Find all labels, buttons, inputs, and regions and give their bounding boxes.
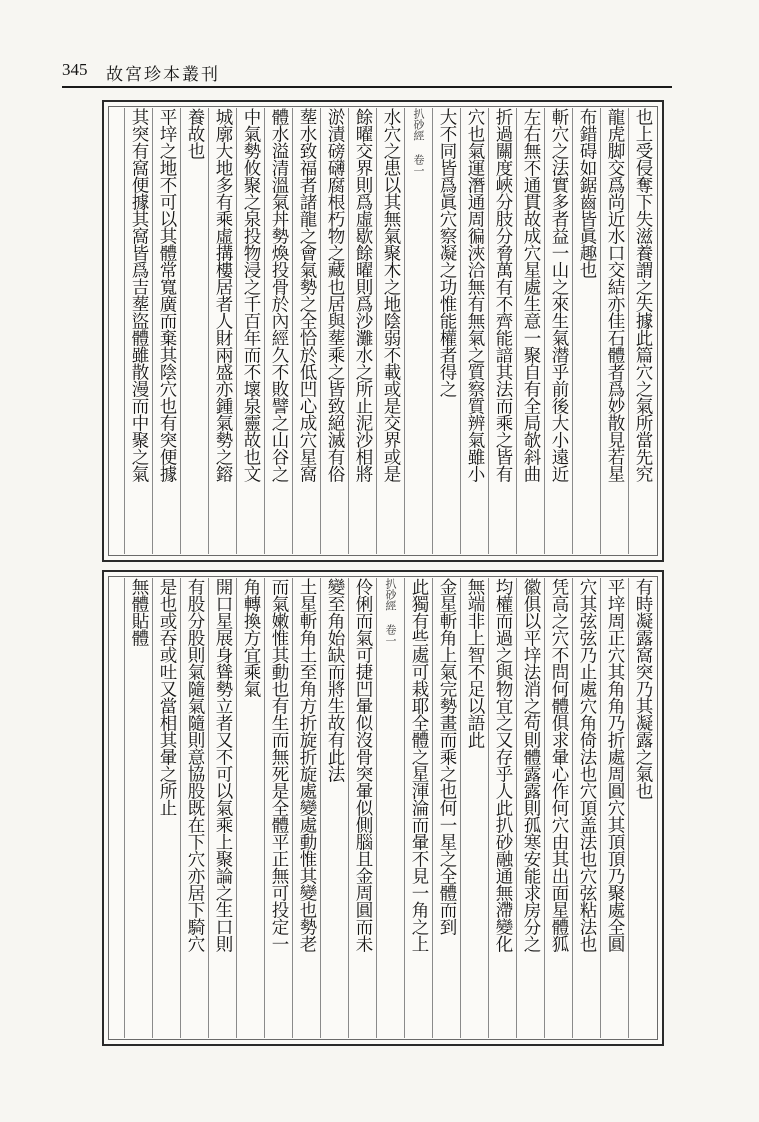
text-column: 中氣勢攸聚之泉投物浸之千百年而不壞泉靈故也文 [236, 108, 264, 554]
margin-caption: 扒砂經 [384, 578, 397, 611]
text-column: 徽俱以平垶法消之苟則體露露則孤寒安能求房分之 [516, 578, 544, 1038]
text-column: 土星斬角土至角方折旋折旋處變處動惟其變也勢老 [292, 578, 320, 1038]
text-column: 角轉換方宜乘氣 [236, 578, 264, 1038]
text-column: 體水溢清溫氣丼勢煥投骨於內經久不敗譬之山谷之 [264, 108, 292, 554]
bottom-scan-panel [102, 570, 664, 1046]
text-column: 有股分股則氣隨氣隨則意協股既在下穴亦居下騎穴 [180, 578, 208, 1038]
text-column: 金星斬角上氣完勢畫而乘之也何一星之全體而到 [432, 578, 460, 1038]
page-header [62, 58, 672, 88]
text-column: 城廓大地多有乘虛搆樓居者人財兩盛亦鍾氣勢之鎔 [208, 108, 236, 554]
page-number: 345 [62, 60, 88, 79]
text-column: 淤漬磅礴腐根朽物之藏也居與塟乘之皆致絕滅有俗 [320, 108, 348, 554]
text-column: 其突有窩便據其窩皆爲吉塟盜體雖散漫而中聚之氣 [124, 108, 152, 554]
series-title: 故宮珍本叢刊 [106, 65, 220, 85]
text-column: 無體貼體 [124, 578, 152, 1038]
text-column: 是也或吞或吐又當相其暈之所止 [152, 578, 180, 1038]
text-column: 塟水致福者諸龍之會氣勢之全恰於低凹心成穴星窩 [292, 108, 320, 554]
margin-folio [376, 748, 377, 1038]
text-column: 此獨有些處可栽耶全體之星渾淪而暈不見一角之上 [404, 578, 432, 1038]
top-scan-panel [102, 100, 664, 562]
text-column: 穴其弦弦乃止處穴角倚法也穴頂盖法也穴弦粘法也 [572, 578, 600, 1038]
text-column: 水穴之患以其無氣聚木之地陰弱不載或是交界或是 [376, 108, 404, 554]
text-column: 左右無不通貫故成穴星處生意一聚自有全局欹斜曲 [516, 108, 544, 554]
text-column: 斬穴之法實多者益一山之來生氣潜乎前後大小遠近 [544, 108, 572, 554]
margin-column [404, 108, 432, 554]
text-column: 平垶周正穴其角角乃折處周圓穴其頂頂乃聚處全圓 [600, 578, 628, 1038]
margin-caption: 扒砂經 [412, 108, 425, 141]
text-column: 養故也 [180, 108, 208, 554]
text-column: 平垶之地不可以其體常寬廣而棄其陰穴也有突便據 [152, 108, 180, 554]
text-column: 餘曜交界則爲虛歇餘曜則爲沙灘水之所止泥沙相將 [348, 108, 376, 554]
text-column: 大不同皆爲眞穴察凝之功惟能權者得之 [432, 108, 460, 554]
text-column: 穴也氣運潛通周徧浹洽無有無氣之質察質辨氣雖小 [460, 108, 488, 554]
margin-juan: 卷一 [412, 154, 425, 176]
text-column: 均權而過之與物宜之又存乎人此扒砂融通無滯變化 [488, 578, 516, 1038]
top-text-columns [110, 108, 656, 554]
text-column: 布錯碍如鋸齒皆眞趣也 [572, 108, 600, 554]
bottom-text-columns [110, 578, 656, 1038]
margin-juan: 卷一 [384, 624, 397, 646]
margin-folio [404, 278, 405, 554]
text-column: 有時凝露窩突乃其凝露之氣也 [628, 578, 656, 1038]
text-column: 無端非上智不足以語此 [460, 578, 488, 1038]
text-column: 凭高之穴不問何體俱求暈心作何穴由其出面星體狐 [544, 578, 572, 1038]
text-column: 也上受侵奪下失滋養謂之失據此篇穴之氣所當先究 [628, 108, 656, 554]
text-column: 伶俐而氣可捷凹暈似沒骨突暈似側腦且金周圓而未 [348, 578, 376, 1038]
text-column: 龍虎脚交爲尚近水口交結亦佳石體者爲妙散見若星 [600, 108, 628, 554]
text-column: 折過關度峽分肢分脅萬有不齊能諳其法而乘之皆有 [488, 108, 516, 554]
text-column: 變至角始缺而將生故有此法 [320, 578, 348, 1038]
margin-column [376, 578, 404, 1038]
text-column: 開口星展身聳勢立者又不可以氣乘上聚論之生口則 [208, 578, 236, 1038]
text-column: 而氣嫩惟其動也有生而無死是全體平正無可投定一 [264, 578, 292, 1038]
